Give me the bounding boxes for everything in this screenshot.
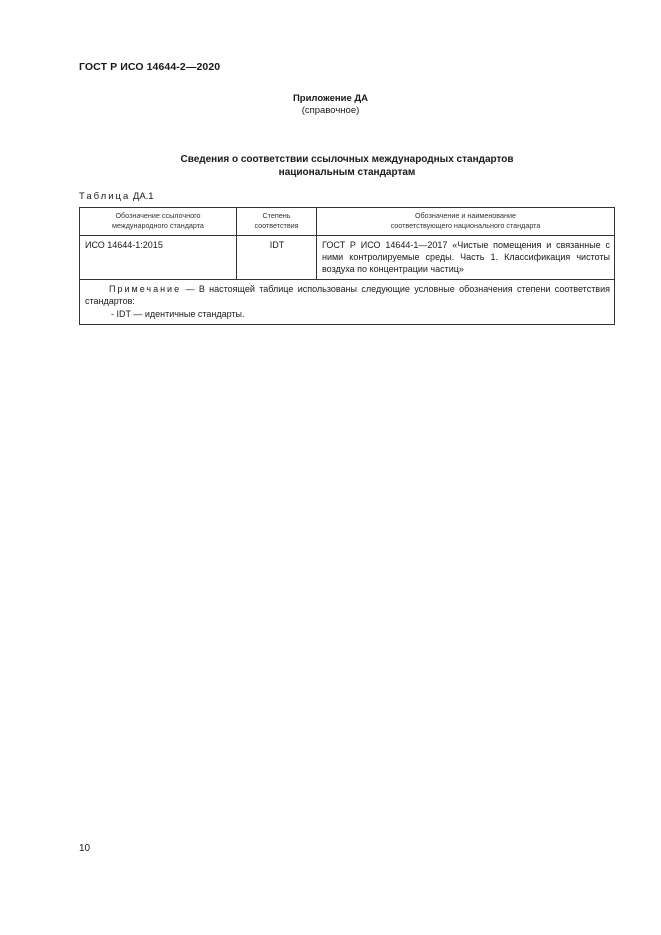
cell-national-standard: ГОСТ Р ИСО 14644-1—2017 «Чистые помещения и связанные с ними контролируемые среды. Часть 1. Классификация чистоты воздуха по концентрации частиц» bbox=[317, 236, 615, 280]
annex-header bbox=[0, 93, 661, 117]
table-caption-label: Таблица bbox=[79, 191, 131, 202]
table-header-row bbox=[80, 208, 615, 236]
column-header-line: соответствующего национального стандарта bbox=[390, 221, 541, 230]
column-header-international bbox=[80, 208, 237, 236]
table-caption-number: ДА.1 bbox=[130, 191, 154, 202]
section-heading-line-1: Сведения о соответствии ссылочных международных стандартов bbox=[180, 154, 514, 165]
table-note bbox=[80, 280, 615, 325]
column-header-degree bbox=[237, 208, 317, 236]
note-label: Примечание bbox=[109, 284, 182, 294]
note-body: — В настоящей таблице использованы следующие условные обозначения степени соответствия стандартов: bbox=[85, 284, 610, 306]
table-caption bbox=[79, 191, 154, 202]
cell-degree: IDT bbox=[237, 236, 317, 280]
annex-title: Приложение ДА bbox=[292, 93, 369, 104]
page-number: 10 bbox=[79, 843, 91, 854]
column-header-line: международного стандарта bbox=[112, 221, 204, 230]
annex-subtitle: (справочное) bbox=[301, 105, 360, 116]
column-header-line: Степень bbox=[262, 211, 291, 220]
cell-international-standard: ИСО 14644-1:2015 bbox=[80, 236, 237, 280]
note-text bbox=[85, 283, 610, 307]
table-note-row bbox=[80, 280, 615, 325]
section-heading-line-2: национальным стандартам bbox=[278, 167, 416, 178]
column-header-line: Обозначение ссылочного bbox=[115, 211, 201, 220]
column-header-national bbox=[317, 208, 615, 236]
section-heading bbox=[0, 153, 661, 179]
table-row bbox=[80, 236, 615, 280]
column-header-line: соответствия bbox=[254, 221, 299, 230]
correspondence-table bbox=[79, 207, 615, 325]
note-item: - IDT — идентичные стандарты. bbox=[111, 309, 245, 319]
column-header-line: Обозначение и наименование bbox=[414, 211, 517, 220]
document-code: ГОСТ Р ИСО 14644-2—2020 bbox=[79, 61, 221, 73]
